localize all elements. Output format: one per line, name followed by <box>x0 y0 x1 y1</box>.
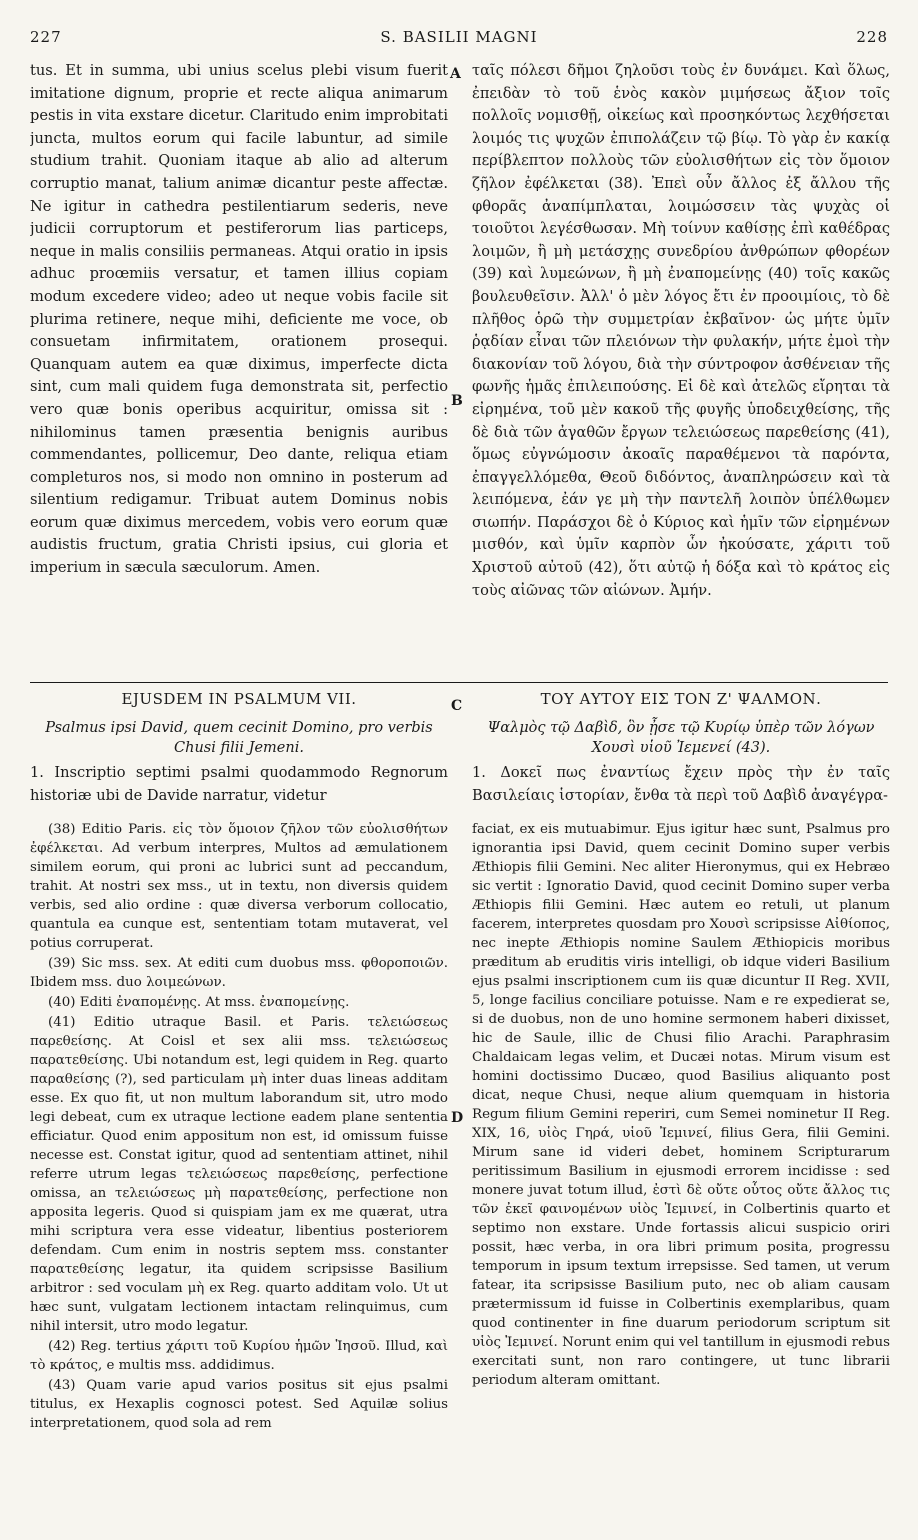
footnote: (38) Editio Paris. εἰς τὸν ὅμοιον ζῆλον τῶν εὐολισθήτων ἐφέλκεται. Ad verbum interpres, Multos ad æmulationem similem eorum, qui proni ac lubrici sunt ad peccandum, trahit. At nostri sex mss., ut in textu, non diversis quidem verbis, sed alio ordine : quæ diversa verborum collocatio, quantula ea cunque est, sententiam totam mutaverat, vel potius corruperat. <box>30 822 448 951</box>
latin-column-top <box>30 60 448 660</box>
footnote: (40) Editi ἐναπομένῃς. At mss. ἐναπομείνῃς. <box>48 995 350 1010</box>
footnote: (43) Quam varie apud varios positus sit ejus psalmi titulus, ex Hexaplis cognosci potest. Sed Aquilæ solius interpretationem, quod sola ad rem <box>30 1378 448 1431</box>
footnote-continuation-column <box>472 820 890 1520</box>
section-body-greek: 1. Δοκεῖ πως ἐναντίως ἔχειν πρὸς τὴν ἐν ταῖς Βασιλείαις ἱστορίαν, ἔνθα τὰ περὶ τοῦ Δαβὶδ ἀναγέγρα- <box>472 764 890 804</box>
greek-column-top <box>472 60 890 680</box>
footnote: (42) Reg. tertius χάριτι τοῦ Κυρίου ἡμῶν Ἰησοῦ. Illud, καὶ τὸ κράτος, e multis mss. addidimus. <box>30 1339 448 1373</box>
section-subtitle-greek: Ψαλμὸς τῷ Δαβὶδ, ὃν ᾖσε τῷ Κυρίῳ ὑπὲρ τῶν λόγων Χουσὶ υἱοῦ Ἰεμενεί (43). <box>487 720 875 756</box>
margin-marker-c: C <box>451 698 463 714</box>
margin-marker-d: D <box>451 1110 464 1126</box>
footnote-continuation: faciat, ex eis mutuabimur. Ejus igitur hæc sunt, Psalmus pro ignorantia ipsi David, quem cecinit Domino super verbis Æthiopis filii Gemini. Nec aliter Hieronymus, qui ex Hebræo sic vertit : Ignoratio David, quod cecinit Domino super verba Æthiopis filii Gemini. Hæc autem eo retuli, ut planum facerem, interpretes quosdam pro Χουσὶ scripsisse Αἰθίοπος, nec inepte Æthiopis nomine Saulem Æthiopicis moribus præditum ab eruditis viris intelligi, ob idque videri Basilium ejus psalmi inscriptionem cum iis quæ dicuntur II Reg. XVII, 5, longe facilius conciliare potuisse. Nam e re expedierat se, si de duobus, non de uno homine sermonem haberi dixisset, hic de Saule, illic de Chusi filio Arachi. Paraphrasim Chaldaicam legas velim, et Ducæi notas. Mirum visum est homini doctissimo Ducæo, quod Basilius aliquanto post dicat, neque Chusi, neque alium quemquam in historia Regum filium Gemini reperiri, cum Semei nominetur II Reg. XIX, 16, υἱὸς Γηρά, υἱοῦ Ἰεμινεί, filius Gera, filii Gemini. Mirum sane id videri debet, hominem Scripturarum peritissimum Basilium in ejusmodi errorem incidisse : sed monere juvat totum illud, ἐστὶ δὲ οὔτε οὗτος οὔτε ἄλλος τις τῶν ἐκεῖ φαινομένων υἱὸς Ἰεμινεί, in Colbertinis quarto et septimo non exstare. Unde fortassis alicui suspicio oriri possit, hæc verba, in ora libri primum posita, progressu temporum in ipsum textum irrepsisse. Sed tamen, ut verum fatear, ita scripsisse Basilium puto, nec ob aliam causam prætermissum id fuisse in Colbertinis exemplaribus, quam quod continenter in fine duarum periodorum scriptum sit υἱὸς Ἰεμινεί. Norunt enim qui vel tantillum in ejusmodi rebus exercitati sunt, non raro contingere, ut tunc librarii periodum alteram omittant. <box>472 822 890 1388</box>
footnote: (39) Sic mss. sex. At editi cum duobus mss. φθοροποιῶν. Ibidem mss. duo λοιμεώνων. <box>30 956 448 990</box>
greek-paragraph: ταῖς πόλεσι δῆμοι ζηλοῦσι τοὺς ἐν δυνάμει. Καὶ ὅλως, ἐπειδὰν τὸ τοῦ ἑνὸς κακὸν μιμήσεως ἄξιον τοῖς πολλοῖς νομισθῇ, οἰκείως καὶ προσηκόντως λεχθήσεται λοιμός τις ψυχῶν ἐπιπολάζειν τῷ βίῳ. Τὸ γὰρ ἐν κακίᾳ περίβλεπτον πολλοὺς τῶν εὐολισθήτων εἰς τὸν ὅμοιον ζῆλον ἐφέλκεται (38). Ἐπεὶ οὖν ἄλλος ἐξ ἄλλου τῆς φθορᾶς ἀναπίμπλαται, λοιμώσσειν τὰς ψυχὰς οἱ τοιοῦτοι λεγέσθωσαν. Μὴ τοίνυν καθίσῃς ἐπὶ καθέδρας λοιμῶν, ἢ μὴ μετάσχῃς συνεδρίου ἀνθρώπων φθορέων (39) καὶ λυμεώνων, ἢ μὴ ἐναπομείνῃς (40) τοῖς κακῶς βουλευθεῖσιν. Ἀλλ' ὁ μὲν λόγος ἔτι ἐν προοιμίοις, τὸ δὲ πλῆθος ὁρῶ τὴν συμμετρίαν ἐκβαῖνον· ὡς μήτε ὑμῖν ῥᾳδίαν εἶναι τῶν πλειόνων τὴν φυλακήν, μήτε ἐμοὶ τὴν διακονίαν τοῦ λόγου, διὰ τὴν σύντροφον ἀσθένειαν τῆς φωνῆς ἡμᾶς ἐπιλειπούσης. Εἰ δὲ καὶ ἀτελῶς εἴρηται τὰ εἰρημένα, τοῦ μὲν κακοῦ τῆς φυγῆς ὑποδειχθείσης, τῆς δὲ διὰ τῶν ἀγαθῶν ἔργων τελειώσεως παρεθείσης (41), ὅμως εὐγνώμοσιν ἀκοαῖς παραθέμενοι τὰ παρόντα, ἐπαγγελλόμεθα, Θεοῦ διδόντος, ἀναπληρώσειν καὶ τὰ λειπόμενα, ἐάν γε μὴ τὴν παντελῆ λοιπὸν ὑπέλθωμεν σιωπήν. Παράσχοι δὲ ὁ Κύριος καὶ ἡμῖν τῶν εἰρημένων μισθόν, καὶ ὑμῖν καρπὸν ὧν ἠκούσατε, χάριτι τοῦ Χριστοῦ αὐτοῦ (42), ὅτι αὐτῷ ἡ δόξα καὶ τὸ κράτος εἰς τοὺς αἰῶνας τῶν αἰώνων. Ἀμήν. <box>472 62 890 599</box>
running-title: S. BASILII MAGNI <box>380 28 538 46</box>
margin-marker-b: B <box>451 393 463 409</box>
section-divider <box>30 682 888 683</box>
footnotes-column <box>30 820 448 1520</box>
section-title-greek: ΤΟΥ ΑΥΤΟΥ ΕΙΣ ΤΟΝ Ζ' ΨΑΛΜΟΝ. <box>540 690 822 708</box>
section-subtitle-latin: Psalmus ipsi David, quem cecinit Domino, pro verbis Chusi filii Jemeni. <box>45 720 433 756</box>
latin-paragraph: tus. Et in summa, ubi unius scelus plebi visum fuerit imitatione dignum, proprie et recte aliqua animarum pestis in vita exstare dicetur. Claritudo enim improbitati juncta, multos eorum qui facile labuntur, ad simile studium trahit. Quoniam itaque ab alio ad alterum corruptio manat, talium animæ dicantur peste affectæ. Ne igitur in cathedra pestilentiarum sederis, neve judicii corruptorum et pestiferorum lias particeps, neque in malis consiliis permaneas. Atqui oratio in ipsis adhuc proœmiis versatur, et tamen illius copiam modum excedere video; adeo ut neque vobis facile sit plurima retinere, neque mihi, deficiente me voce, ob consuetam infirmitatem, orationem prosequi. Quanquam autem ea quæ diximus, imperfecte dicta sint, cum mali quidem fuga demonstrata sit, perfectio vero quæ bonis operibus acquiritur, omissa sit : nihilominus tamen præsentia benignis auribus commendantes, pollicemur, Deo dante, reliqua etiam completuros nos, si modo non omnino in posterum ad silentium redigamur. Tribuat autem Dominus nobis eorum quæ diximus mercedem, vobis vero eorum quæ audistis fructum, gratia Christi ipsius, cui gloria et imperium in sæcula sæculorum. Amen. <box>30 62 448 577</box>
margin-marker-a: A <box>450 66 461 82</box>
section-title-latin: EJUSDEM IN PSALMUM VII. <box>121 690 357 708</box>
section-body-latin: 1. Inscriptio septimi psalmi quodammodo Regnorum historiæ ubi de Davide narratur, videtur <box>30 764 448 804</box>
page-number-left: 227 <box>30 28 62 46</box>
page-header <box>30 28 888 54</box>
footnote: (41) Editio utraque Basil. et Paris. τελειώσεως παρεθείσης. At Coisl et sex alii mss. τελειώσεως παρατεθείσης. Ubi notandum est, legi quidem in Reg. quarto παραθείσης (?), sed particulam μὴ inter duas lineas additam esse. Ex quo fit, ut non multum laborandum sit, utro modo legi debeat, cum ex utraque lectione eadem plane sententia efficiatur. Quod enim appositum non est, id omissum fuisse necesse est. Constat igitur, quod ad sententiam attinet, nihil referre utrum legas τελειώσεως παρεθείσης, perfectione omissa, an τελειώσεως μὴ παρατεθείσης, perfectione non apposita legeris. Quod si quispiam jam ex me quærat, utra mihi scriptura vera esse videatur, libentius posteriorem defendam. Cum enim in nostris septem mss. constanter παρατεθείσης legatur, ita quidem scripsisse Basilium arbitror : sed voculam μὴ ex Reg. quarto additam volo. Ut ut hæc sunt, vulgatam lectionem intactam relinquimus, cum nihil intersit, utro modo legatur. <box>30 1015 448 1334</box>
page-number-right: 228 <box>856 28 888 46</box>
